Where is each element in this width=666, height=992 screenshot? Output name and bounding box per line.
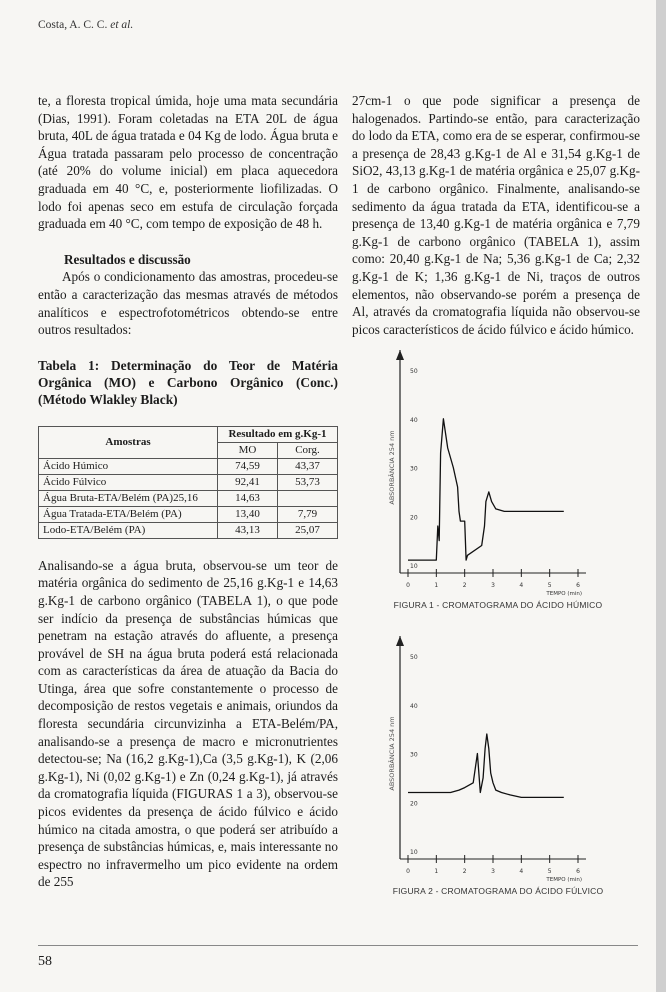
table-caption: Tabela 1: Determinação do Teor de Matéria Orgânica (MO) e Carbono Orgânico (Conc.) (Método Wlakley Black) (38, 357, 338, 407)
chromatogram-fulvic-chart (368, 636, 628, 886)
header-et-al: et al. (110, 19, 134, 31)
figure-2-caption: FIGURA 2 - CROMATOGRAMA DO ÁCIDO FÚLVICO (392, 886, 604, 896)
x-tick-label: 1 (434, 582, 439, 589)
table-cell-corg: 7,79 (277, 506, 337, 522)
series-line (408, 734, 564, 797)
x-tick-label: 2 (462, 868, 467, 875)
y-axis-arrow-icon (396, 350, 404, 360)
table-cell-mo: 92,41 (218, 474, 278, 490)
table-row (39, 506, 338, 522)
table-header-mo: MO (218, 442, 278, 458)
x-tick-label: 1 (434, 868, 439, 875)
table-cell-sample: Lodo-ETA/Belém (PA) (39, 522, 218, 538)
chromatogram-humic-chart (368, 350, 628, 600)
y-tick-label: 10 (410, 563, 418, 570)
table-header-result: Resultado em g.Kg-1 (218, 426, 338, 442)
table-cell-corg: 25,07 (277, 522, 337, 538)
y-tick-label: 50 (410, 654, 418, 661)
y-tick-label: 50 (410, 368, 418, 375)
y-tick-label: 20 (410, 800, 418, 808)
table-cell-mo: 14,63 (218, 490, 278, 506)
x-tick-label: 3 (491, 868, 495, 875)
figure-1 (368, 350, 638, 610)
table-row (39, 458, 338, 474)
left-paragraph-1: te, a floresta tropical úmida, hoje uma mata secundária (Dias, 1991). Foram coletadas na ETA 20L de água bruta, 40L de água tratada e 04 Kg de lodo. Água bruta e Água tratada passaram pelo processo de concentração (até 20% do volume inicial) em placa aquecedora graduada em 40 °C, e, posteriormente liofilizadas. O lodo foi apenas seco em estufa de circulação forçada graduada em 40 °C, com tempo de exposição de 48 h. (38, 93, 338, 232)
y-tick-label: 40 (410, 702, 418, 710)
y-tick-label: 40 (410, 416, 418, 424)
y-tick-label: 30 (410, 751, 418, 759)
y-tick-label: 30 (410, 465, 418, 473)
right-column (352, 92, 640, 338)
table-cell-sample: Ácido Fúlvico (39, 474, 218, 490)
results-table (38, 426, 338, 539)
header-authors: Costa, A. C. C. (38, 19, 108, 31)
y-axis-label: ABSORBÂNCIA 254 nm (388, 430, 396, 505)
x-tick-label: 2 (462, 582, 467, 589)
x-tick-label: 5 (547, 582, 552, 589)
table-row (39, 522, 338, 538)
y-axis-arrow-icon (396, 636, 404, 646)
x-tick-label: 0 (406, 582, 410, 589)
table-cell-mo: 13,40 (218, 506, 278, 522)
table-row (39, 490, 338, 506)
table-header-samples: Amostras (39, 426, 218, 458)
y-tick-label: 10 (410, 849, 418, 856)
x-tick-label: 5 (547, 868, 552, 875)
table-cell-mo: 43,13 (218, 522, 278, 538)
left-column (38, 92, 338, 891)
x-tick-label: 4 (519, 868, 524, 875)
running-head (38, 19, 133, 31)
page-number: 58 (38, 954, 52, 969)
table-cell-sample: Ácido Húmico (39, 458, 218, 474)
figure-2 (368, 636, 638, 896)
x-tick-label: 4 (519, 582, 524, 589)
x-axis-label: TEMPO (min) (546, 877, 582, 883)
figure-1-caption: FIGURA 1 - CROMATOGRAMA DO ÁCIDO HÚMICO (393, 600, 603, 610)
table-row (39, 474, 338, 490)
table-cell-corg: 53,73 (277, 474, 337, 490)
table-header-corg: Corg. (277, 442, 337, 458)
x-tick-label: 3 (491, 582, 495, 589)
footer-rule (38, 945, 638, 946)
table-cell-sample: Água Tratada-ETA/Belém (PA) (39, 506, 218, 522)
x-tick-label: 6 (576, 582, 580, 589)
left-paragraph-2: Após o condicionamento das amostras, procedeu-se então a caracterização das mesmas através de métodos analíticos e espectrofotométricos obtendo-se entre outros resultados: (38, 269, 338, 338)
table-cell-sample: Água Bruta-ETA/Belém (PA)25,16 (39, 490, 218, 506)
x-axis-label: TEMPO (min) (546, 591, 582, 597)
x-tick-label: 6 (576, 868, 580, 875)
y-tick-label: 20 (410, 514, 418, 522)
table-cell-corg (277, 490, 337, 506)
table-cell-corg: 43,37 (277, 458, 337, 474)
x-tick-label: 0 (406, 868, 410, 875)
left-paragraph-3: Analisando-se a água bruta, observou-se um teor de matéria orgânica do sedimento de 25,16 g.Kg-1 e 14,63 g.Kg-1 de carbono orgânico (TABELA 1), o que pode ser indício da presença de substâncias húmicas que penetram na estação através do afluente, a presença provável de SH na água bruta poderá está relacionada com as características da área de atuação da Bacia do Utinga, área que sofre constantemente o processo de decomposição de restos vegetais e animais, oriundos da floresta secundária circunvizinha a ETA-Belém/PA, analisando-se a presença de macro e micronutrientes detectou-se; Na (16,2 g.Kg-1),Ca (3,5 g.Kg-1), K (2,06 g.Kg-1), Ni (0,02 g.Kg-1) e Zn (0,24 g.Kg-1), já através da cromatografia líquida (FIGURAS 1 a 3), observou-se picos evidentes da presença de ácido fúlvico e ácido húmico na citada amostra, o que poderá ser atribuído a presença de substâncias húmicas, e, mais interessante no espectro no infravermelho um pico evidente na ordem de 255 (38, 557, 338, 890)
y-axis-label: ABSORBÂNCIA 254 nm (388, 716, 396, 791)
right-paragraph-1: 27cm-1 o que pode significar a presença de halogenados. Partindo-se então, para caracterização do lodo da ETA, como era de se esperar, confirmou-se a presença de 28,43 g.Kg-1 de Al e 31,54 g.Kg-1 de SiO2, 43,13 g.Kg-1 de matéria orgânica e 25,07 g.Kg-1 de carbono orgânico. Finalmente, analisando-se sedimento da água tratada da ETA, identificou-se a presença de 13,40 g.Kg-1 de matéria orgânica e 7,79 g.Kg-1 de carbono orgânico (TABELA 1), assim como: 20,40 g.Kg-1 de Na; 5,36 g.Kg-1 de Ca; 2,32 g.Kg-1 de K; 1,36 g.Kg-1 de Ni, traços de outros elementos, não observando-se porém a presença de Al, através da cromatografia líquida não observou-se picos característicos de ácido fúlvico e ácido húmico. (352, 93, 640, 337)
series-line (408, 416, 564, 560)
section-title: Resultados e discussão (64, 251, 191, 267)
page-edge-shadow (656, 0, 666, 992)
table-cell-mo: 74,59 (218, 458, 278, 474)
